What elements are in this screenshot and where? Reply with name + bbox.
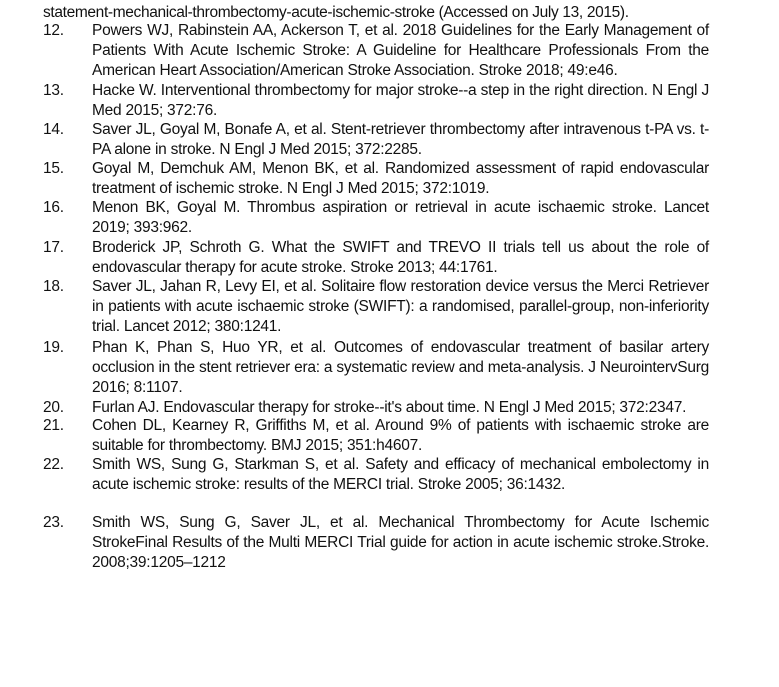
reference-text: Powers WJ, Rabinstein AA, Ackerson T, et al. 2018 Guidelines for the Early Management of Patients With Acute Ischemic Stroke: A Guideline for Healthcare Professionals From the American Heart Association/American Stroke Association. Stroke 2018; 49:e46. [92,22,709,79]
reference-number: 18. [43,278,64,295]
reference-number: 20. [43,399,64,416]
reference-text: Goyal M, Demchuk AM, Menon BK, et al. Randomized assessment of rapid endovascular treatment of ischemic stroke. N Engl J Med 2015; 372:1019. [92,160,709,197]
reference-item-16 [43,198,709,238]
reference-number: 13. [43,82,64,99]
continued-reference-line: statement-mechanical-thrombectomy-acute-ischemic-stroke (Accessed on July 13, 2015). [43,4,629,21]
reference-item-20 [43,398,709,418]
reference-text: Phan K, Phan S, Huo YR, et al. Outcomes of endovascular treatment of basilar artery occlusion in the stent retriever era: a systematic review and meta-analysis. J NeurointervSurg 2016; 8:1107. [92,339,709,396]
reference-item-13 [43,81,709,121]
reference-text: Hacke W. Interventional thrombectomy for major stroke--a step in the right direction. N Engl J Med 2015; 372:76. [92,82,709,119]
reference-text: Smith WS, Sung G, Saver JL, et al. Mechanical Thrombectomy for Acute Ischemic StrokeFinal Results of the Multi MERCI Trial guide for action in acute ischemic stroke.Stroke. 2008;39:1205–1212 [92,514,709,571]
reference-item-22 [43,455,709,495]
reference-number: 15. [43,160,64,177]
reference-number: 22. [43,456,64,473]
reference-item-14 [43,120,709,160]
reference-number: 21. [43,417,64,434]
reference-number: 12. [43,22,64,39]
reference-text: Saver JL, Jahan R, Levy EI, et al. Solitaire flow restoration device versus the Merci Retriever in patients with acute ischaemic stroke (SWIFT): a randomised, parallel-group, non-inferiority trial. Lancet 2012; 380:1241. [92,278,709,335]
reference-text: Furlan AJ. Endovascular therapy for stroke--it's about time. N Engl J Med 2015; 372:2347. [92,399,687,416]
reference-text: Smith WS, Sung G, Starkman S, et al. Safety and efficacy of mechanical embolectomy in acute ischemic stroke: results of the MERCI trial. Stroke 2005; 36:1432. [92,456,709,493]
reference-text: Cohen DL, Kearney R, Griffiths M, et al. Around 9% of patients with ischaemic stroke are suitable for thrombectomy. BMJ 2015; 351:h4607. [92,417,709,454]
reference-item-18 [43,277,709,337]
reference-item-12 [43,21,709,81]
reference-item-21 [43,416,709,456]
reference-number: 14. [43,121,64,138]
reference-item-15 [43,159,709,199]
reference-text: Menon BK, Goyal M. Thrombus aspiration or retrieval in acute ischaemic stroke. Lancet 2019; 393:962. [92,199,709,236]
reference-number: 19. [43,339,64,356]
reference-number: 23. [43,514,64,531]
reference-item-17 [43,238,709,278]
reference-text: Saver JL, Goyal M, Bonafe A, et al. Stent-retriever thrombectomy after intravenous t-PA vs. t-PA alone in stroke. N Engl J Med 2015; 372:2285. [92,121,709,158]
reference-number: 17. [43,239,64,256]
reference-number: 16. [43,199,64,216]
reference-item-19 [43,338,709,398]
reference-item-23 [43,513,709,573]
reference-text: Broderick JP, Schroth G. What the SWIFT and TREVO II trials tell us about the role of endovascular therapy for acute stroke. Stroke 2013; 44:1761. [92,239,709,276]
